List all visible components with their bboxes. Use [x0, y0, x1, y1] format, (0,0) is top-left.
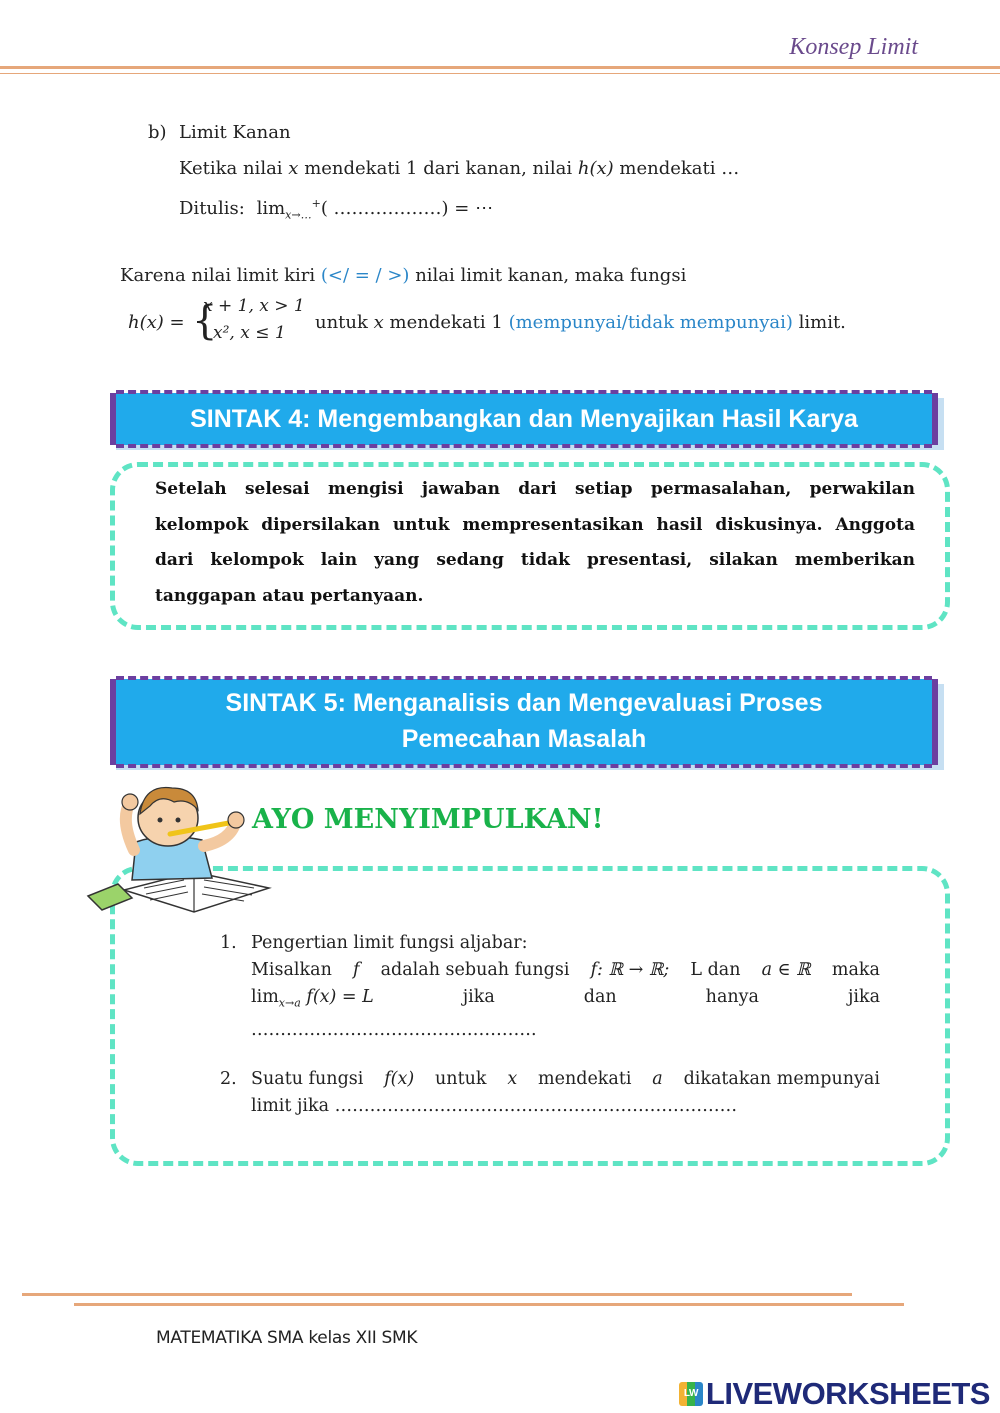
list-item-1-word: dan: [583, 987, 617, 1007]
liveworksheets-wordmark: LIVEWORKSHEETS: [705, 1376, 990, 1411]
list-item-1-blank: ………………………………………….: [251, 1019, 537, 1040]
item-b-marker: b): [148, 122, 167, 143]
sintak5-banner: [110, 679, 938, 765]
list-item-2-word: untuk: [435, 1069, 487, 1089]
liveworksheets-logo-icon: LW: [679, 1382, 703, 1406]
list-item-1-lim-sub: x→a: [278, 996, 301, 1010]
list-item-1-a-in-reals: a ∈ ℝ: [761, 960, 811, 980]
list-item-2-a: a: [652, 1069, 663, 1089]
conclusion-line1-post: nilai limit kanan, maka fungsi: [415, 265, 687, 286]
item-b-line1-func: h(x): [577, 158, 614, 179]
list-item-1-line3: [251, 984, 880, 1017]
header-rule: [0, 66, 1000, 69]
list-item-1-mapping: f: ℝ → ℝ;: [590, 960, 670, 980]
conclusion-line1: [120, 263, 686, 289]
item-b-title: Limit Kanan: [179, 122, 291, 143]
header-rule-thin: [0, 73, 1000, 74]
list-item-number: 2.: [220, 1069, 237, 1089]
conclusion-line2-mid: mendekati 1: [389, 312, 503, 333]
list-item-1-lim: lim: [251, 987, 279, 1007]
item-b-line1-pre: Ketika nilai: [179, 158, 283, 179]
piecewise-case-2: x², x ≤ 1: [213, 323, 286, 343]
piecewise-case-1: x + 1, x > 1: [203, 296, 305, 316]
item-b-line2-lim: lim: [256, 198, 286, 219]
footer-text: MATEMATIKA SMA kelas XII SMK: [156, 1328, 418, 1348]
conclusion-line2: [315, 310, 846, 336]
ayo-menyimpulkan-title: AYO MENYIMPULKAN!: [252, 804, 604, 835]
page-header-title: Konsep Limit: [789, 34, 918, 60]
conclusion-line2-var: x: [373, 312, 384, 333]
list-item-2-line2: limit jika ……………………………………………………………: [251, 1096, 738, 1116]
list-item-1-word: hanya: [705, 987, 759, 1007]
list-item-2-line1: [251, 1066, 880, 1093]
conclusion-line1-pre: Karena nilai limit kiri: [120, 265, 316, 286]
liveworksheets-watermark: [679, 1376, 990, 1412]
footer-rule-1: [22, 1293, 852, 1296]
list-item-1-word: L dan: [690, 960, 741, 980]
list-item-1-line2: [251, 957, 880, 984]
item-b-line2: [179, 191, 493, 229]
list-item-2-word: mendekati: [538, 1069, 632, 1089]
list-item-1-word: jika: [462, 987, 495, 1007]
piecewise-brace: {: [192, 298, 218, 344]
item-b-line2-sup: +: [311, 197, 321, 210]
conclusion-choice-has-limit: (mempunyai/tidak mempunyai): [508, 312, 793, 333]
item-b-line1-mid: mendekati 1 dari kanan, nilai: [304, 158, 573, 179]
footer-rule-2: [74, 1303, 904, 1306]
item-b-line1-var: x: [288, 158, 299, 179]
conclusion-line2-pre: untuk: [315, 312, 368, 333]
item-b-line2-sub: x→…: [285, 208, 312, 222]
list-item-2-word: Suatu fungsi: [251, 1069, 364, 1089]
list-item-2-fx: f(x): [384, 1069, 415, 1089]
sintak4-body: Setelah selesai mengisi jawaban dari setiap permasalahan, perwakilan kelompok dipersilakan untuk mempresentasikan hasil diskusinya. Anggota dari kelompok lain yang sedang tidak presentasi, silakan memberikan tanggapan atau pertanyaan.: [155, 479, 915, 606]
list-item-1-word: jika: [847, 987, 880, 1007]
list-item-2-x: x: [507, 1069, 518, 1089]
list-item-1-line1: Pengertian limit fungsi aljabar:: [251, 933, 528, 953]
sintak4-title: SINTAK 4: Mengembangkan dan Menyajikan Hasil Karya: [190, 405, 858, 433]
conclusion-line2-post: limit.: [798, 312, 846, 333]
sintak5-title-line1: SINTAK 5: Menganalisis dan Mengevaluasi Proses: [225, 689, 823, 717]
item-b-line1-post: mendekati …: [619, 158, 740, 179]
list-item-1-word: maka: [831, 960, 880, 980]
list-item-2-word: dikatakan mempunyai: [683, 1069, 880, 1089]
sintak4-banner: [110, 393, 938, 445]
studying-student-illustration: [84, 780, 274, 920]
sintak5-title-line2: Pemecahan Masalah: [401, 725, 647, 753]
list-item-number: 1.: [220, 933, 237, 953]
item-b-line1: [179, 156, 739, 182]
list-item-1-function-f: f: [352, 960, 360, 980]
item-b-line2-expr: ( ………………) = ⋯: [320, 198, 494, 219]
conclusion-choice-comparison: (</ = / >): [320, 265, 410, 286]
list-item-1-lim-expr: f(x) = L: [306, 987, 374, 1007]
piecewise-function-lhs: h(x) =: [128, 312, 185, 333]
item-b-line2-label: Ditulis:: [179, 198, 245, 219]
list-item-1-word: adalah sebuah fungsi: [380, 960, 570, 980]
list-item-1-word: Misalkan: [251, 960, 332, 980]
